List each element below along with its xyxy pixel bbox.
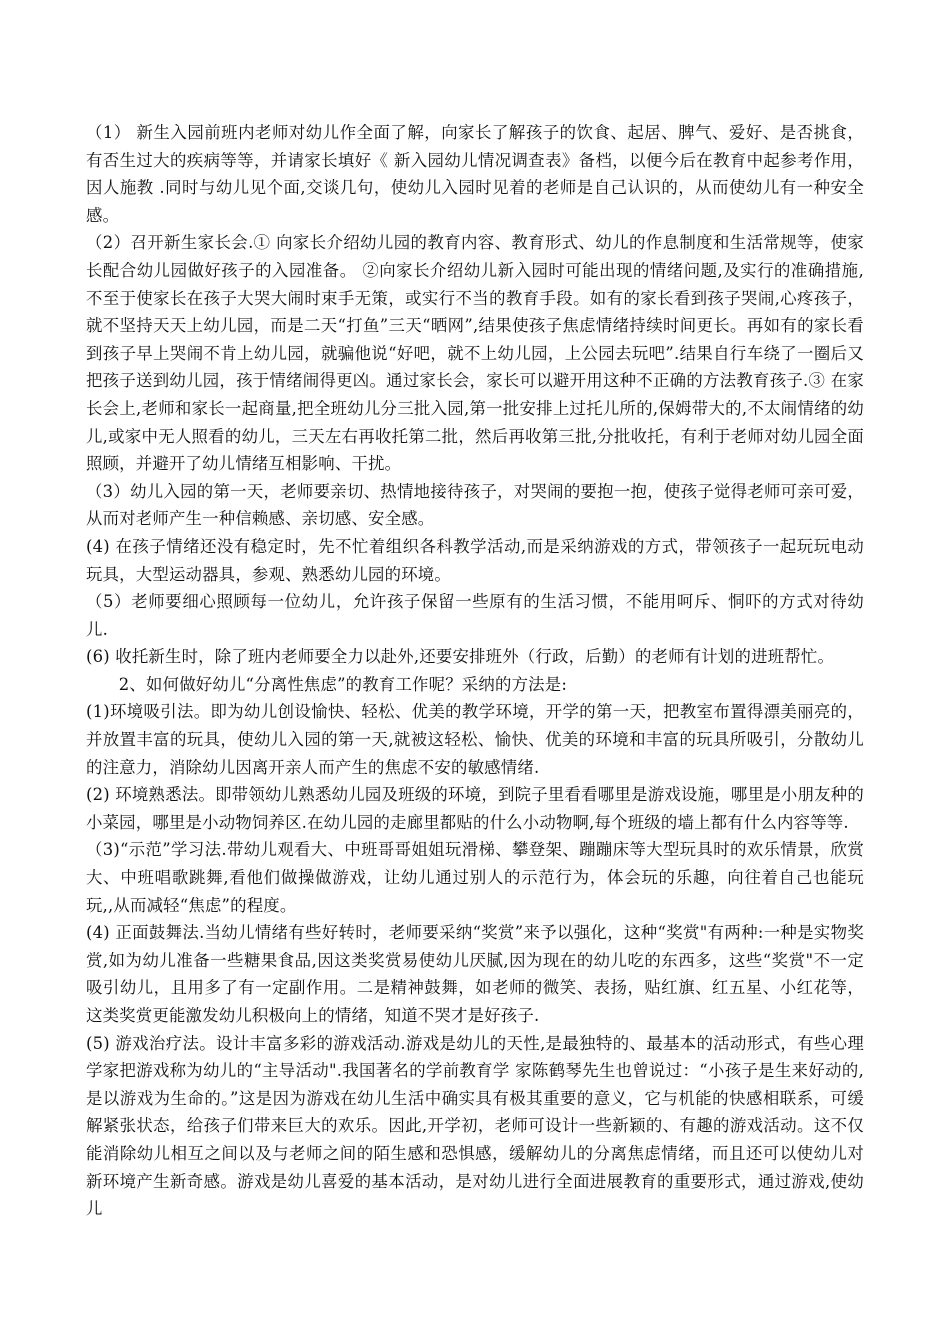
- paragraph-5: （5）老师要细心照顾每一位幼儿，允许孩子保留一些原有的生活习惯，不能用呵斥、恫吓的方式对待幼儿.: [86, 592, 864, 639]
- paragraph-7: (1)环境吸引法。即为幼儿创设愉快、轻松、优美的教学环境，开学的第一天，把教室布置得漂美丽亮的，并放置丰富的玩具，使幼儿入园的第一天,就被这轻松、愉快、优美的环境和丰富的玩具所吸引，分散幼儿的注意力，消除幼儿因离开亲人而产生的焦虑不安的敏感情绪.: [86, 702, 864, 777]
- paragraph-3: （3）幼儿入园的第一天，老师要亲切、热情地接待孩子，对哭闹的要抱一抱，使孩子觉得老师可亲可爱，从而对老师产生一种信赖感、亲切感、安全感。: [86, 481, 864, 529]
- paragraph-10: (4) 正面鼓舞法.当幼儿情绪有些好转时，老师要采纳“奖赏”来予以强化，这种“奖赏"有两种:一种是实物奖赏,如为幼儿准备一些糖果食品,因这类奖赏易使幼儿厌腻,因为现在的幼儿吃的东西多，这些“奖赏"不一定吸引幼儿，且用多了有一定副作用。二是精神鼓舞，如老师的微笑、表扬，贴红旗、红五星、小红花等，这类奖赏更能激发幼儿积极向上的情绪，知道不哭才是好孩子.: [86, 923, 864, 1025]
- section-heading: 2、如何做好幼儿“分离性焦虑”的教育工作呢？采纳的方法是:: [118, 674, 568, 694]
- paragraph-11: (5) 游戏治疗法。设计丰富多彩的游戏活动.游戏是幼儿的天性,是最独特的、最基本的活动形式，有些心理学家把游戏称为幼儿的“主导活动".我国著名的学前教育学 家陈鹤琴先生也曾说过：“小孩子是生来好动的,是以游戏为生命的。”这是因为游戏在幼儿生活中确实具有极其重要的意义，它与机能的快感相联系，可缓解紧张状态，给孩子们带来巨大的欢乐。因此,开学初，老师可设计一些新颖的、有趣的游戏活动。这不仅能消除幼儿相互之间以及与老师之间的陌生感和恐惧感，缓解幼儿的分离焦虑情绪，而且还可以使幼儿对新环境产生新奇感。游戏是幼儿喜爱的基本活动，是对幼儿进行全面进展教育的重要形式，通过游戏,使幼儿: [86, 1033, 864, 1219]
- paragraph-4: (4) 在孩子情绪还没有稳定时，先不忙着组织各科教学活动,而是采纳游戏的方式，带领孩子一起玩玩电动玩具，大型运动器具，参观、熟悉幼儿园的环境。: [86, 536, 864, 584]
- document-body: [86, 119, 864, 1223]
- paragraph-9: （3)“示范”学习法.带幼儿观看大、中班哥哥姐姐玩滑梯、攀登架、蹦蹦床等大型玩具时的欢乐情景，欣赏大、中班唱歌跳舞,看他们做操做游戏，让幼儿通过别人的示范行为，体会玩的乐趣，向往着自己也能玩玩,,从而减轻“焦虑”的程度。: [86, 840, 864, 915]
- paragraph-2: （2）召开新生家长会.① 向家长介绍幼儿园的教育内容、教育形式、幼儿的作息制度和生活常规等，使家长配合幼儿园做好孩子的入园准备。 ②向家长介绍幼儿新入园时可能出现的情绪问题,及实行的准确措施,不至于使家长在孩子大哭大闹时束手无策，或实行不当的教育手段。如有的家长看到孩子哭闹,心疼孩子，就不坚持天天上幼儿园，而是二天“打鱼”三天“晒网”,结果使孩子焦虑情绪持续时间更长。再如有的家长看到孩子早上哭闹不肯上幼儿园，就骗他说“好吧，就不上幼儿园，上公园去玩吧”.结果自行车绕了一圈后又把孩子送到幼儿园，孩于情绪闹得更凶。通过家长会，家长可以避开用这种不正确的方法教育孩子.③ 在家长会上,老师和家长一起商量,把全班幼儿分三批入园,第一批安排上过托儿所的,保姆带大的,不太闹情绪的幼儿,或家中无人照看的幼儿，三天左右再收托第二批，然后再收第三批,分批收托，有利于老师对幼儿园全面照顾，并避开了幼儿情绪互相影响、干扰。: [86, 233, 864, 474]
- paragraph-8: (2) 环境熟悉法。即带领幼儿熟悉幼儿园及班级的环境，到院子里看看哪里是游戏设施，哪里是小朋友种的小菜园，哪里是小动物饲养区.在幼儿园的走廊里都贴的什么小动物啊,每个班级的墙上都有什么内容等等.: [86, 785, 864, 832]
- paragraph-6: (6) 收托新生时，除了班内老师要全力以赴外,还要安排班外（行政，后勤）的老师有计划的进班帮忙。: [86, 647, 835, 667]
- paragraph-1: （1） 新生入园前班内老师对幼儿作全面了解，向家长了解孩子的饮食、起居、脾气、爱好、是否挑食，有否生过大的疾病等等，并请家长填好《 新入园幼儿情况调查表》备档，以便今后在教育中起参考作用，因人施教 .同时与幼儿见个面,交谈几句，使幼儿入园时见着的老师是自己认识的，从而使幼儿有一种安全感。: [86, 123, 864, 225]
